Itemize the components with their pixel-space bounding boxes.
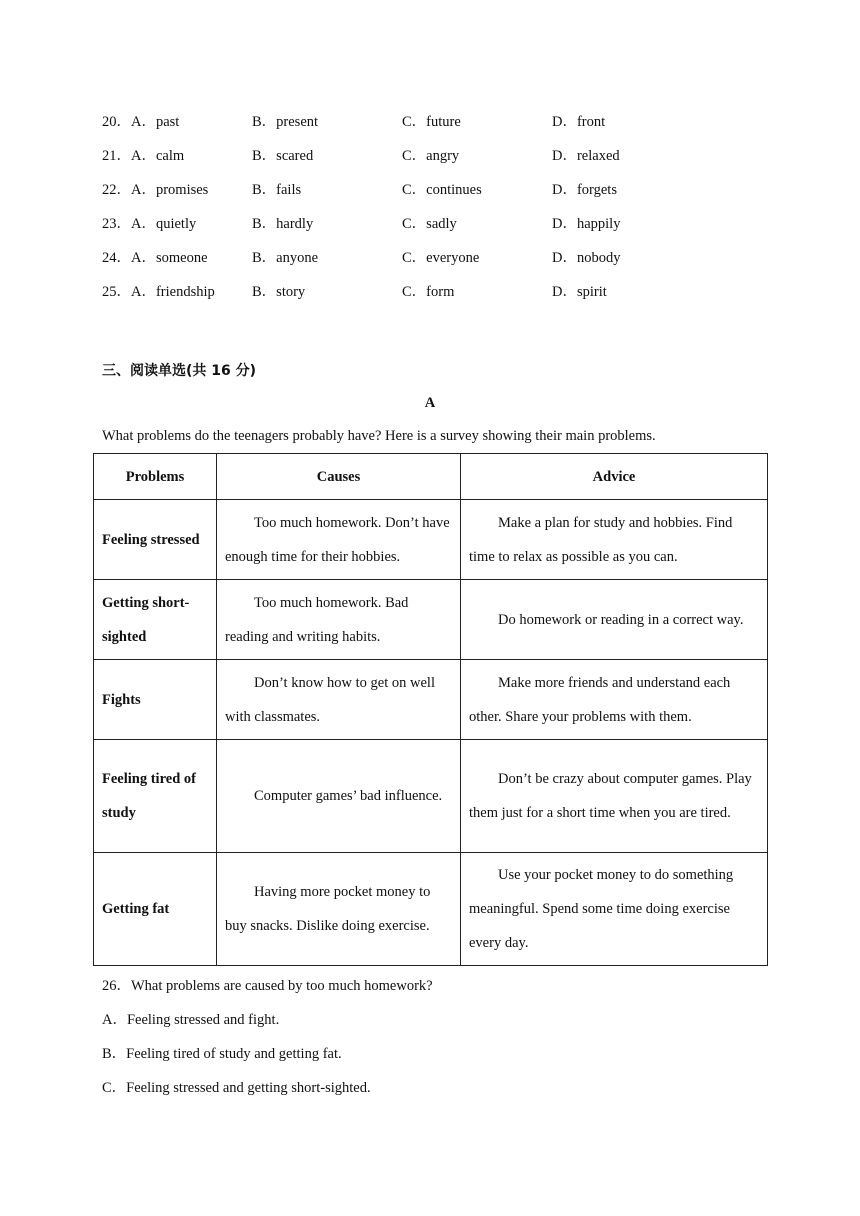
question-number: 24． (102, 250, 131, 266)
table-row (94, 660, 768, 740)
passage-label: A (424, 395, 436, 411)
option-a (102, 248, 208, 268)
option-c: C．continues (402, 182, 482, 198)
option-d: D．nobody (552, 250, 621, 266)
answer-option-c[interactable]: C．Feeling stressed and getting short-sighted. (102, 1080, 371, 1096)
answer-option-b[interactable]: B．Feeling tired of study and getting fat. (102, 1046, 342, 1062)
option-b: B．anyone (252, 250, 319, 266)
option-b: B．story (252, 284, 306, 300)
option-c: C．angry (402, 148, 460, 164)
option-c: C．everyone (402, 250, 480, 266)
option-a (102, 282, 215, 302)
option-d: D．happily (552, 216, 621, 232)
option-d: D．spirit (552, 284, 607, 300)
option-text: A．promises (131, 182, 209, 198)
problem-cell: Getting short-sighted (94, 580, 217, 660)
question-number: 25． (102, 284, 131, 300)
table-row (94, 740, 768, 853)
header-problems: Problems (94, 454, 217, 500)
advice-cell: Make more friends and understand each other. Share your problems with them. (461, 660, 768, 740)
cause-cell: Too much homework. Don’t have enough time for their hobbies. (217, 500, 461, 580)
option-b: B．fails (252, 182, 302, 198)
option-text: A．someone (131, 250, 208, 266)
question-stem: 26．What problems are caused by too much homework? (102, 978, 433, 994)
advice-cell: Make a plan for study and hobbies. Find time to relax as possible as you can. (461, 500, 768, 580)
option-b: B．scared (252, 148, 314, 164)
option-a (102, 112, 179, 132)
problem-cell: Fights (94, 660, 217, 740)
option-d: D．relaxed (552, 148, 620, 164)
problem-cell: Feeling stressed (94, 500, 217, 580)
question-number: 21． (102, 148, 131, 164)
option-text: A．past (131, 114, 180, 130)
option-a (102, 214, 196, 234)
advice-cell: Use your pocket money to do something meaningful. Spend some time doing exercise every day. (461, 853, 768, 966)
question-number: 20． (102, 114, 131, 130)
option-text: A．calm (131, 148, 185, 164)
table-header-row (94, 454, 768, 500)
section-title: 三、阅读单选(共 16 分) (102, 363, 257, 379)
table-row (94, 500, 768, 580)
option-a (102, 180, 208, 200)
passage-intro: What problems do the teenagers probably have? Here is a survey showing their main problems. (102, 428, 656, 444)
option-b: B．present (252, 114, 319, 130)
cause-cell: Having more pocket money to buy snacks. Dislike doing exercise. (217, 853, 461, 966)
header-causes: Causes (217, 454, 461, 500)
option-text: A．quietly (131, 216, 197, 232)
cause-cell: Computer games’ bad influence. (217, 740, 461, 853)
problem-cell: Feeling tired of study (94, 740, 217, 853)
problem-cell: Getting fat (94, 853, 217, 966)
option-c: C．sadly (402, 216, 457, 232)
table-row (94, 580, 768, 660)
survey-table (93, 453, 768, 966)
option-text: A．friendship (131, 284, 215, 300)
advice-cell: Do homework or reading in a correct way. (461, 580, 768, 660)
header-advice: Advice (461, 454, 768, 500)
cause-cell: Don’t know how to get on well with classmates. (217, 660, 461, 740)
cause-cell: Too much homework. Bad reading and writing habits. (217, 580, 461, 660)
option-b: B．hardly (252, 216, 314, 232)
answer-option-a[interactable]: A．Feeling stressed and fight. (102, 1012, 280, 1028)
option-c: C．form (402, 284, 455, 300)
option-d: D．forgets (552, 182, 617, 198)
question-number: 23． (102, 216, 131, 232)
option-c: C．future (402, 114, 461, 130)
option-d: D．front (552, 114, 606, 130)
option-a (102, 146, 184, 166)
question-number: 22． (102, 182, 131, 198)
advice-cell: Don’t be crazy about computer games. Play them just for a short time when you are tired. (461, 740, 768, 853)
table-row (94, 853, 768, 966)
